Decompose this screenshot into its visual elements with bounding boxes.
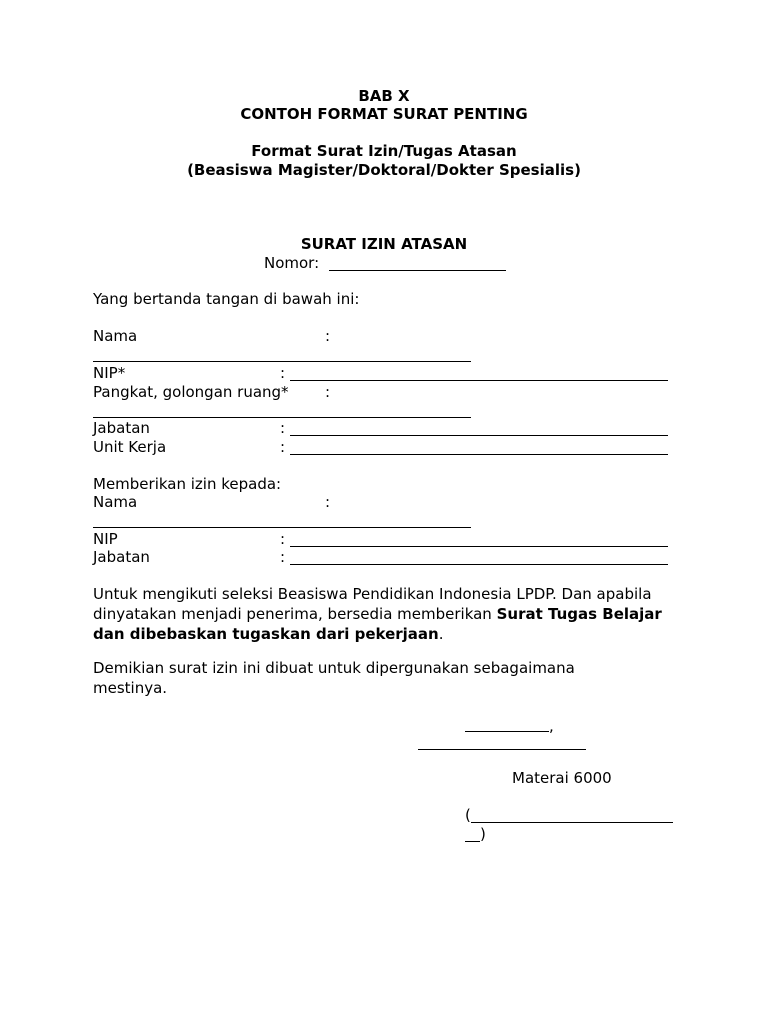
intro-text: Yang bertanda tangan di bawah ini: [93, 290, 360, 308]
format-title: Format Surat Izin/Tugas Atasan [251, 142, 517, 160]
letter-title: SURAT IZIN ATASAN [300, 235, 468, 253]
signer-jabatan-colon: : [280, 419, 286, 437]
signer-unit-kerja-line [290, 454, 668, 455]
signer-nama-colon: : [325, 327, 331, 345]
signer-nip-label: NIP* [93, 364, 126, 382]
body-paragraph [93, 584, 693, 644]
signer-pangkat-label: Pangkat, golongan ruang* [93, 383, 289, 401]
closing-paragraph: Demikian surat izin ini dibuat untuk dipergunakan sebagaimana mestinya. [93, 659, 575, 697]
signer-pangkat-colon: : [325, 383, 331, 401]
number-label: Nomor: [264, 254, 320, 272]
stamp-label: Materai 6000 [512, 769, 612, 787]
chapter-title: CONTOH FORMAT SURAT PENTING [240, 105, 528, 123]
body-text-plain: Untuk mengikuti seleksi Beasiswa Pendidikan Indonesia LPDP. Dan apabila dinyatakan menjadi penerima, bersedia memberikan [93, 585, 652, 623]
signer-jabatan-label: Jabatan [93, 419, 150, 437]
recipient-nip-label: NIP [93, 530, 118, 548]
signer-name-line [471, 822, 673, 823]
recipient-nama-line [93, 527, 471, 528]
signer-nama-label: Nama [93, 327, 138, 345]
name-open-paren: ( [465, 806, 471, 824]
recipient-jabatan-label: Jabatan [93, 548, 150, 566]
recipient-nama-label: Nama [93, 493, 138, 511]
number-blank-line [329, 270, 506, 271]
recipient-nip-colon: : [280, 530, 286, 548]
signer-nip-line [290, 380, 668, 381]
name-close-paren: ) [480, 825, 486, 843]
recipient-nip-line [290, 546, 668, 547]
body-text-end: . [438, 625, 444, 643]
permission-intro: Memberikan izin kepada: [93, 475, 282, 493]
signer-jabatan-line [290, 435, 668, 436]
recipient-jabatan-colon: : [280, 548, 286, 566]
signer-nama-line [93, 361, 471, 362]
body-text-bold: Surat Tugas Belajar dan dibebaskan tugaskan dari pekerjaan [93, 605, 662, 643]
date-comma: , [549, 717, 554, 735]
recipient-jabatan-line [290, 564, 668, 565]
signer-unit-kerja-colon: : [280, 438, 286, 456]
recipient-nama-colon: : [325, 493, 331, 511]
signer-name-line-cont [465, 841, 480, 842]
signer-pangkat-line [93, 417, 471, 418]
chapter-label: BAB X [358, 87, 410, 105]
signer-nip-colon: : [280, 364, 286, 382]
date-line [418, 749, 586, 750]
date-place-line [465, 731, 549, 732]
format-subtitle: (Beasiswa Magister/Doktoral/Dokter Spesialis) [187, 161, 581, 179]
signer-unit-kerja-label: Unit Kerja [93, 438, 167, 456]
